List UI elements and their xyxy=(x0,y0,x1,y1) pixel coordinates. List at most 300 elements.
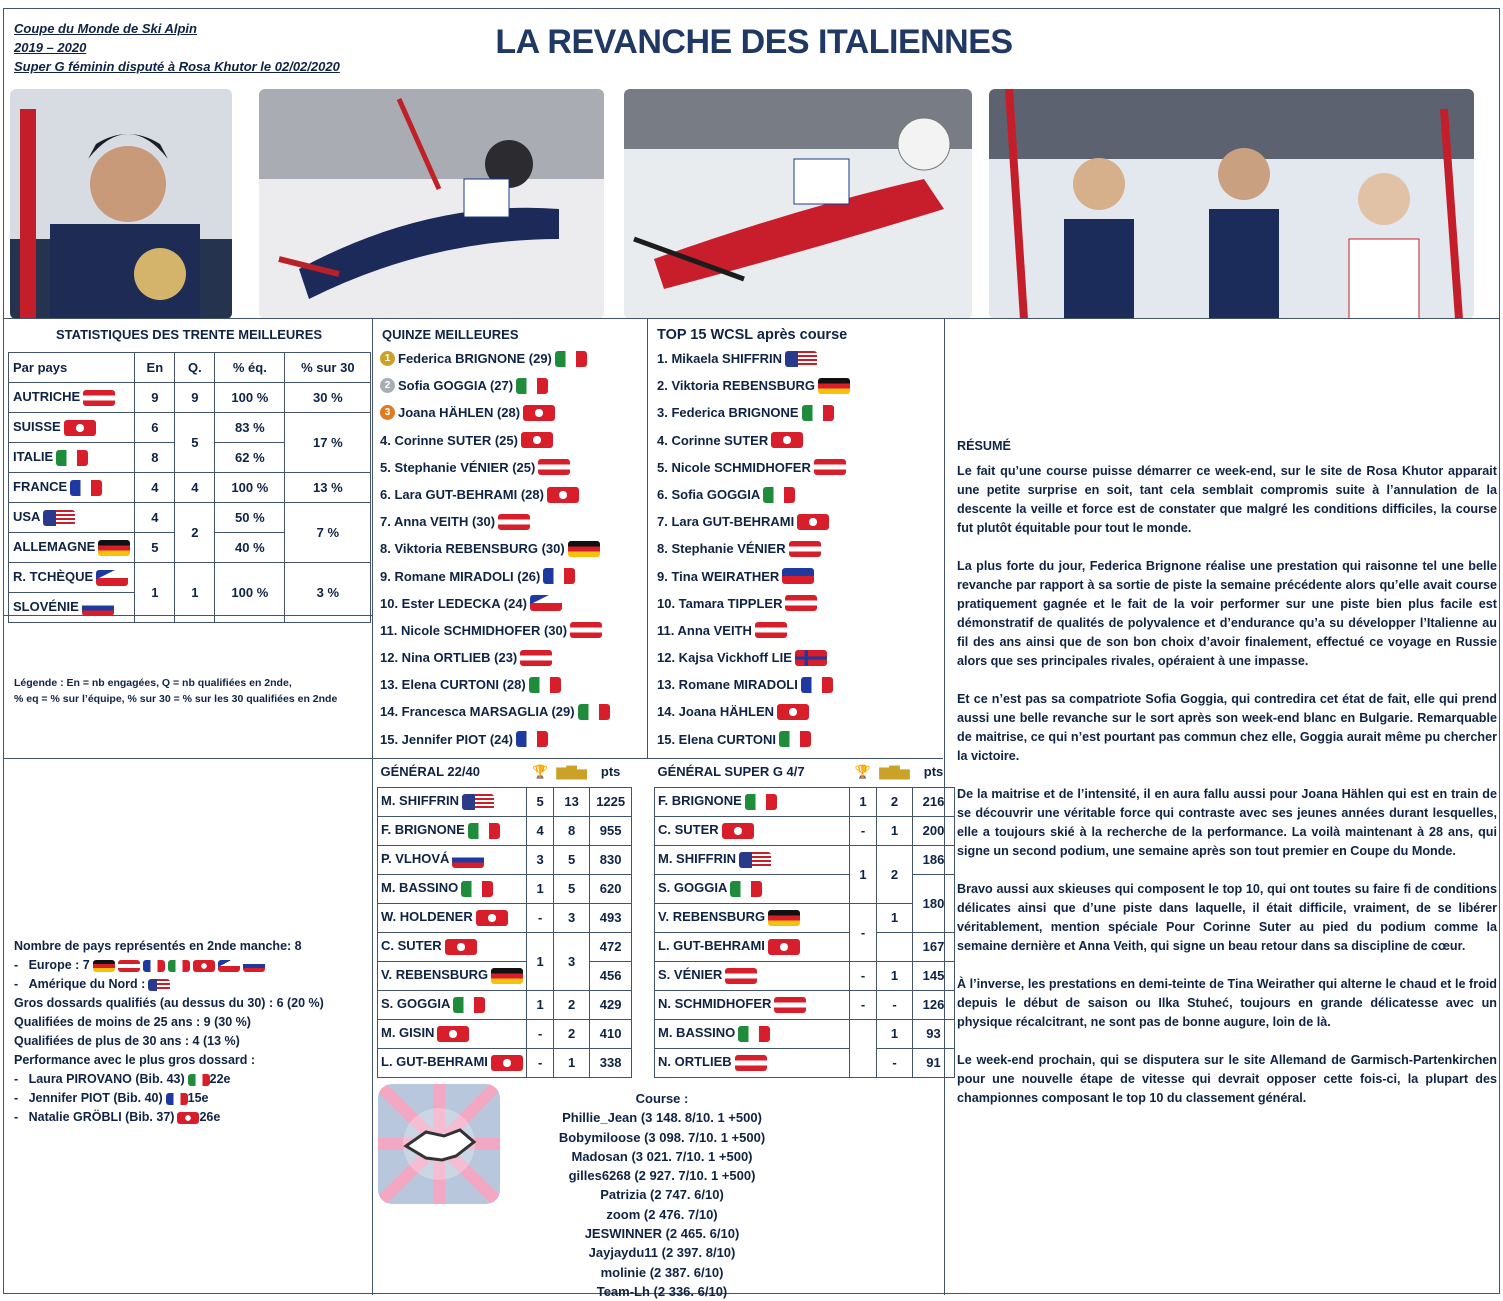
stats-table xyxy=(8,352,371,623)
rider-cell xyxy=(378,903,527,932)
list-item xyxy=(380,427,610,454)
stat-cell: - xyxy=(850,961,877,990)
stat-cell: 8 xyxy=(554,816,590,845)
silver-medal-icon: 2 xyxy=(380,378,395,393)
header-line3: Super G féminin disputé à Rosa Khutor le 02/02/2020 xyxy=(14,59,340,74)
table-row xyxy=(378,1019,632,1048)
country-label: USA xyxy=(13,509,41,525)
divider-v1 xyxy=(372,318,373,1295)
switzerland-flag-icon xyxy=(777,704,809,720)
rider-name: N. SCHMIDHOFER xyxy=(658,996,772,1012)
country-label: SUISSE xyxy=(13,419,61,435)
general-table xyxy=(377,757,632,1078)
list-item xyxy=(657,399,850,426)
stat-cell: 145 xyxy=(913,961,955,990)
table-row xyxy=(655,845,955,874)
list-item-label: 4. Corinne SUTER xyxy=(657,432,769,448)
stats-row xyxy=(9,593,135,623)
country-label: ITALIE xyxy=(13,449,54,465)
list-item xyxy=(657,726,850,753)
list-item xyxy=(380,454,610,481)
list-item xyxy=(380,563,610,590)
stat-cell: 186 xyxy=(913,845,955,874)
stat-cell: 410 xyxy=(590,1019,632,1048)
country-label: R. TCHÈQUE xyxy=(13,569,94,585)
list-item xyxy=(380,399,610,426)
austria-flag-icon xyxy=(570,622,602,638)
stat-cell: 216 xyxy=(913,787,955,816)
stats-title: STATISTIQUES DES TRENTE MEILLEURES xyxy=(56,327,323,342)
table-row xyxy=(655,816,955,845)
photo-skier-suter xyxy=(624,89,972,319)
table-row xyxy=(655,1048,955,1077)
list-item xyxy=(380,508,610,535)
stats-cell: 5 xyxy=(175,413,215,473)
stat-cell xyxy=(877,932,913,961)
stat-cell: - xyxy=(850,903,877,961)
stat-cell: - xyxy=(527,1048,554,1077)
stat-cell: 1 xyxy=(877,1019,913,1048)
stats-row xyxy=(9,473,135,503)
list-item xyxy=(380,617,610,644)
france-flag-icon xyxy=(166,1093,188,1105)
stat-cell: 91 xyxy=(913,1048,955,1077)
stat-cell: 429 xyxy=(590,990,632,1019)
stat-cell: 93 xyxy=(913,1019,955,1048)
list-item xyxy=(657,508,850,535)
list-item-label: Federica BRIGNONE (29) xyxy=(398,351,552,366)
stat-cell: 1 xyxy=(877,903,913,932)
austria-flag-icon xyxy=(498,514,530,530)
stat-cell: 1 xyxy=(527,990,554,1019)
list-item xyxy=(657,481,850,508)
stat-cell: 4 xyxy=(527,816,554,845)
list-item xyxy=(380,481,610,508)
wcsl-title: TOP 15 WCSL après course xyxy=(657,327,848,343)
list-item-label: 12. Nina ORTLIEB (23) xyxy=(380,650,518,666)
stats-cell: 4 xyxy=(135,473,175,503)
stat-cell: 13 xyxy=(554,787,590,816)
list-item-label: 13. Romane MIRADOLI xyxy=(657,677,798,693)
stats-cell: 3 % xyxy=(285,563,371,623)
legend-line2: % eq = % sur l’équipe, % sur 30 = % sur les 30 qualifiées en 2nde xyxy=(14,693,338,705)
stat-cell: 200 xyxy=(913,816,955,845)
list-item xyxy=(657,427,850,454)
italy-flag-icon xyxy=(188,1074,210,1086)
usa-flag-icon xyxy=(785,351,817,367)
stats-cell: 83 % xyxy=(215,413,285,443)
rider-cell xyxy=(378,961,527,990)
list-item-label: 1. Mikaela SHIFFRIN xyxy=(657,351,782,366)
stats-cell: 6 xyxy=(135,413,175,443)
resume-paragraph: De la maitrise et de l’intensité, il en aura fallu aussi pour Joana Hählen qui est en train de se découvrir une véritable force qui contraste avec ses jeunes années durant lesquelles, elle a toujours skié à la recherche de la performance. La voilà maintenant à 28 ans, qui signe un second podium, une semaine après son tout premier en Coupe du Monde. xyxy=(957,787,1497,858)
list-item-label: 10. Tamara TIPPLER xyxy=(657,595,783,611)
misc-perf-3: - Natalie GRÖBLI (Bib. 37) 26e xyxy=(14,1110,221,1124)
slovenia-flag-icon xyxy=(82,600,114,616)
rider-name: F. BRIGNONE xyxy=(381,822,465,838)
stat-cell: 830 xyxy=(590,845,632,874)
resume-paragraph: À l’inverse, les prestations en demi-teinte de Tina Weirather qui alterne le chaud et le froid depuis le début de saison ou Ilka Stuheć, toujours en grande délicatesse avec un physique récalcitrant, ne sont pas de bonne augure, loin de là. xyxy=(957,977,1497,1029)
france-flag-icon xyxy=(801,677,833,693)
rider-name: P. VLHOVÁ xyxy=(381,851,450,867)
list-item xyxy=(657,345,850,372)
stat-cell: 2 xyxy=(877,845,913,903)
stats-cell: 13 % xyxy=(285,473,371,503)
perf-rank: 22e xyxy=(209,1072,231,1086)
switzerland-flag-icon xyxy=(523,405,555,421)
stats-row xyxy=(9,503,135,533)
rider-cell xyxy=(378,1019,527,1048)
country-label: AUTRICHE xyxy=(13,389,81,405)
course-title: Course : xyxy=(635,1091,689,1106)
course-line: Patrizia (2 747. 6/10) xyxy=(600,1187,724,1203)
stat-cell: 1 xyxy=(527,874,554,903)
list-item-label: 4. Corinne SUTER (25) xyxy=(380,432,518,448)
misc-amerique: Amérique du Nord : xyxy=(28,977,146,991)
course-line: Phillie_Jean (3 148. 8/10. 1 +500) xyxy=(562,1110,762,1126)
stat-cell: 167 xyxy=(913,932,955,961)
rider-name: C. SUTER xyxy=(381,938,442,954)
stats-header-en: En xyxy=(135,353,175,383)
stats-cell: 40 % xyxy=(215,533,285,563)
pts-header: pts xyxy=(913,757,955,787)
switzerland-flag-icon xyxy=(771,432,803,448)
stat-cell: 955 xyxy=(590,816,632,845)
table-row xyxy=(378,961,632,990)
stats-cell: 9 xyxy=(135,383,175,413)
stat-cell: 456 xyxy=(590,961,632,990)
header-info xyxy=(14,19,340,76)
top15-list xyxy=(380,345,610,753)
stat-cell xyxy=(850,1019,877,1077)
list-item xyxy=(657,454,850,481)
list-item xyxy=(380,644,610,671)
resume-paragraph: Le fait qu’une course puisse démarrer ce week-end, sur le site de Rosa Khutor apparait une petite surprise en soit, tant cela semblait compromis suite à l’annulation de la descente la veille et force est de constater que malgré les conditions difficiles, la course fut plutôt équitable pour tout le monde. xyxy=(957,464,1497,535)
stats-cell: 9 xyxy=(175,383,215,413)
switzerland-flag-icon xyxy=(797,514,829,530)
trophy-icon: 🏆 xyxy=(850,757,877,787)
table-title: GÉNÉRAL 22/40 xyxy=(378,757,527,787)
switzerland-flag-icon xyxy=(64,420,96,436)
austria-flag-icon xyxy=(789,541,821,557)
switzerland-flag-icon xyxy=(437,1026,469,1042)
stats-cell: 5 xyxy=(135,533,175,563)
photo-winner xyxy=(10,89,232,319)
stat-cell: - xyxy=(850,990,877,1019)
header-line1: Coupe du Monde de Ski Alpin xyxy=(14,21,197,36)
stats-header-s30: % sur 30 xyxy=(285,353,371,383)
misc-moins25: Qualifiées de moins de 25 ans : 9 (30 %) xyxy=(14,1015,251,1029)
podium-icon: ▆▇▅ xyxy=(877,757,913,787)
rider-cell xyxy=(655,845,850,874)
course-line: zoom (2 476. 7/10) xyxy=(606,1206,718,1222)
list-item-label: 7. Anna VEITH (30) xyxy=(380,514,496,530)
header-line2: 2019 – 2020 xyxy=(14,40,87,55)
italy-flag-icon xyxy=(779,731,811,747)
rider-name: M. SHIFFRIN xyxy=(381,793,459,809)
rider-name: F. BRIGNONE xyxy=(658,793,742,809)
list-item xyxy=(380,671,610,698)
italy-flag-icon xyxy=(555,351,587,367)
stats-cell: 100 % xyxy=(215,473,285,503)
italy-flag-icon xyxy=(453,997,485,1013)
perf-rank: 15e xyxy=(187,1091,209,1105)
list-item xyxy=(380,590,610,617)
misc-perf: Performance avec le plus gros dossard : xyxy=(14,1053,256,1067)
france-flag-icon xyxy=(543,568,575,584)
stat-cell: 1 xyxy=(877,816,913,845)
list-item xyxy=(380,372,610,399)
stat-cell: 3 xyxy=(554,932,590,990)
rider-cell xyxy=(655,1048,850,1077)
stats-row xyxy=(9,533,135,563)
table-row xyxy=(655,787,955,816)
stat-cell: 180 xyxy=(913,874,955,932)
stat-cell: 2 xyxy=(877,787,913,816)
stat-cell: 3 xyxy=(527,845,554,874)
resume-paragraph: La plus forte du jour, Federica Brignone réalise une prestation qui raisonne tel une belle revanche par rapport à sa sortie de piste la semaine précédente alors qu’elle avait course pratiquement gagnée et le fait de la voir performer sur une piste bien plus facile est démonstratif de qualités de polyvalence et d’endurance qu’a su développer l’Italienne au fil des ans ainsi que de son bon choix d’avoir finalement, effectué ce voyage en Russie alors que ses principales rivales, opéraient à une impasse. xyxy=(957,559,1497,668)
switzerland-flag-icon xyxy=(722,823,754,839)
gold-medal-icon: 1 xyxy=(380,351,395,366)
country-label: FRANCE xyxy=(13,479,68,495)
rider-cell xyxy=(655,903,850,932)
list-item xyxy=(657,698,850,725)
superg-table xyxy=(654,757,955,1078)
list-item xyxy=(657,590,850,617)
germany-flag-icon xyxy=(93,960,115,972)
list-item-label: 14. Joana HÄHLEN xyxy=(657,704,775,720)
table-row xyxy=(378,903,632,932)
resume-paragraph: Et ce n’est pas sa compatriote Sofia Goggia, qui contredira cet état de fait, elle qui prend aussi une belle revanche sur le sort après son week-end blanc en Bulgarie. Remarquable de maitrise, ce qui n’est pourtant pas commun chez elle, Goggia aurait même pu chercher la victoire. xyxy=(957,692,1497,763)
table-row xyxy=(655,961,955,990)
list-item-label: 11. Anna VEITH xyxy=(657,622,752,638)
country-label: ALLEMAGNE xyxy=(13,539,96,555)
list-item-label: Sofia GOGGIA (27) xyxy=(398,378,514,394)
switzerland-flag-icon xyxy=(193,960,215,972)
stat-cell: 1 xyxy=(850,787,877,816)
rider-cell xyxy=(378,932,527,961)
stat-cell: 126 xyxy=(913,990,955,1019)
stats-row xyxy=(9,413,135,443)
rider-name: M. BASSINO xyxy=(381,880,459,896)
stat-cell: - xyxy=(877,990,913,1019)
rider-cell xyxy=(655,990,850,1019)
germany-flag-icon xyxy=(568,541,600,557)
italy-flag-icon xyxy=(461,881,493,897)
rider-cell xyxy=(655,874,850,903)
stats-row xyxy=(9,563,135,593)
wcsl-list xyxy=(657,345,850,753)
rider-name: C. SUTER xyxy=(658,822,719,838)
table-row xyxy=(378,932,632,961)
austria-flag-icon xyxy=(755,622,787,638)
table-row xyxy=(655,1019,955,1048)
stat-cell: 1 xyxy=(554,1048,590,1077)
italy-flag-icon xyxy=(578,704,610,720)
list-item xyxy=(380,345,610,372)
stat-cell: 1 xyxy=(877,961,913,990)
stats-header-eq: % éq. xyxy=(215,353,285,383)
usa-flag-icon xyxy=(148,979,170,991)
misc-europe: Europe : 7 xyxy=(28,958,90,972)
italy-flag-icon xyxy=(468,823,500,839)
list-item-label: 9. Tina WEIRATHER xyxy=(657,568,780,584)
stat-cell: 1 xyxy=(850,845,877,903)
switzerland-flag-icon xyxy=(547,487,579,503)
table-row xyxy=(378,1048,632,1077)
perf-rank: 26e xyxy=(199,1110,221,1124)
rider-name: L. GUT-BEHRAMI xyxy=(658,938,765,954)
italy-flag-icon xyxy=(730,881,762,897)
stat-cell: 5 xyxy=(527,787,554,816)
stats-cell: 100 % xyxy=(215,383,285,413)
stats-header-country: Par pays xyxy=(9,353,135,383)
top15-title: QUINZE MEILLEURES xyxy=(382,327,519,342)
stat-cell: 493 xyxy=(590,903,632,932)
list-item xyxy=(657,372,850,399)
rider-cell xyxy=(378,845,527,874)
misc-amerique-row: - Amérique du Nord : xyxy=(14,975,324,994)
course-line: gilles6268 (2 927. 7/10. 1 +500) xyxy=(568,1168,756,1184)
austria-flag-icon xyxy=(725,968,757,984)
stat-cell: - xyxy=(527,1019,554,1048)
stats-row xyxy=(9,383,135,413)
italy-flag-icon xyxy=(738,1026,770,1042)
rider-name: L. GUT-BEHRAMI xyxy=(381,1054,488,1070)
list-item xyxy=(380,535,610,562)
slovakia-flag-icon xyxy=(452,852,484,868)
misc-perf-2: - Jennifer PIOT (Bib. 40) 15e xyxy=(14,1091,209,1105)
course-line: Team-Lh (2 336. 6/10) xyxy=(596,1283,728,1299)
france-flag-icon xyxy=(70,480,102,496)
italy-flag-icon xyxy=(763,487,795,503)
trophy-icon: 🏆 xyxy=(527,757,554,787)
stat-cell: - xyxy=(850,816,877,845)
list-item-label: 7. Lara GUT-BEHRAMI xyxy=(657,514,795,530)
stats-cell: 30 % xyxy=(285,383,371,413)
stats-cell: 4 xyxy=(135,503,175,533)
table-row xyxy=(378,816,632,845)
stats-cell: 100 % xyxy=(215,563,285,623)
table-row xyxy=(655,903,955,932)
stats-cell: 17 % xyxy=(285,413,371,473)
switzerland-flag-icon xyxy=(491,1055,523,1071)
stats-row xyxy=(9,443,135,473)
austria-flag-icon xyxy=(774,997,806,1013)
rider-cell xyxy=(378,1048,527,1077)
stat-cell: 3 xyxy=(554,903,590,932)
germany-flag-icon xyxy=(98,540,130,556)
stat-cell: 2 xyxy=(554,990,590,1019)
stats-cell: 1 xyxy=(175,563,215,623)
italy-flag-icon xyxy=(168,960,190,972)
table-row xyxy=(378,874,632,903)
list-item-label: 6. Lara GUT-BEHRAMI (28) xyxy=(380,486,544,502)
rider-name: W. HOLDENER xyxy=(381,909,473,925)
course-line: JESWINNER (2 465. 6/10) xyxy=(584,1226,740,1242)
switzerland-flag-icon xyxy=(445,939,477,955)
course-list xyxy=(504,1089,820,1301)
austria-flag-icon xyxy=(735,1055,767,1071)
photo-skier-goggia xyxy=(259,89,604,319)
list-item xyxy=(657,644,850,671)
list-item-label: 11. Nicole SCHMIDHOFER (30) xyxy=(380,622,568,638)
rider-cell xyxy=(655,961,850,990)
france-flag-icon xyxy=(516,731,548,747)
table-row xyxy=(378,845,632,874)
course-line: Bobymiloose (3 098. 7/10. 1 +500) xyxy=(558,1129,766,1145)
stats-legend xyxy=(14,675,337,707)
germany-flag-icon xyxy=(491,968,523,984)
resume-paragraph: Bravo aussi aux skieuses qui composent le top 10, qui ont toutes su faire fi de conditions délicates ainsi que d’une piste dans laquelle, il était difficile, vraiment, de se libérer véritablement, mention spéciale Pour Corinne Suter au pied du podium comme la semaine dernière et Anna Veith, qui signe un beau retour dans sa discipline de cœur. xyxy=(957,882,1497,953)
list-item xyxy=(380,726,610,753)
france-flag-icon xyxy=(143,960,165,972)
germany-flag-icon xyxy=(818,378,850,394)
switzerland-flag-icon xyxy=(768,939,800,955)
austria-flag-icon xyxy=(118,960,140,972)
stat-cell: 338 xyxy=(590,1048,632,1077)
table-row xyxy=(378,787,632,816)
rider-cell xyxy=(378,816,527,845)
stats-cell: 8 xyxy=(135,443,175,473)
italy-flag-icon xyxy=(802,405,834,421)
usa-flag-icon xyxy=(739,852,771,868)
stat-cell: - xyxy=(877,1048,913,1077)
bronze-medal-icon: 3 xyxy=(380,405,395,420)
list-item-label: Joana HÄHLEN (28) xyxy=(398,405,521,421)
usa-flag-icon xyxy=(462,794,494,810)
italy-flag-icon xyxy=(529,677,561,693)
list-item-label: 10. Ester LEDECKA (24) xyxy=(380,595,527,611)
stats-cell: 50 % xyxy=(215,503,285,533)
list-item-label: 15. Elena CURTONI xyxy=(657,731,776,747)
list-item-label: 2. Viktoria REBENSBURG xyxy=(657,378,815,394)
stats-cell: 62 % xyxy=(215,443,285,473)
page-frame xyxy=(3,8,1500,1299)
resume-paragraph: Le week-end prochain, qui se disputera sur le site Allemand de Garmisch-Partenkirchen pour une nouvelle étape de vitesse qui devrait opposer cette fois-ci, la plupart des championnes composant le top 10 du classement général. xyxy=(957,1053,1497,1105)
course-line: Madosan (3 021. 7/10. 1 +500) xyxy=(571,1148,753,1164)
stat-cell: 1 xyxy=(527,932,554,990)
list-item-label: 8. Viktoria REBENSBURG (30) xyxy=(380,541,565,557)
rider-name: M. GISIN xyxy=(381,1025,435,1041)
slovenia-flag-icon xyxy=(243,960,265,972)
stat-cell: 2 xyxy=(554,1019,590,1048)
czech-flag-icon xyxy=(218,960,240,972)
stat-cell: 620 xyxy=(590,874,632,903)
list-item-label: 15. Jennifer PIOT (24) xyxy=(380,731,513,747)
photo-podium xyxy=(989,89,1474,319)
list-item-label: 5. Nicole SCHMIDHOFER xyxy=(657,459,811,475)
austria-flag-icon xyxy=(538,459,570,475)
table-row xyxy=(655,932,955,961)
stats-header-q: Q. xyxy=(175,353,215,383)
perf-name: Laura PIROVANO (Bib. 43) xyxy=(28,1072,185,1086)
page-title: LA REVANCHE DES ITALIENNES xyxy=(495,23,1013,61)
austria-flag-icon xyxy=(814,459,846,475)
rider-name: M. BASSINO xyxy=(658,1025,736,1041)
rider-cell xyxy=(378,787,527,816)
list-item-label: 8. Stephanie VÉNIER xyxy=(657,541,786,557)
perf-name: Jennifer PIOT (Bib. 40) xyxy=(28,1091,163,1105)
stats-cell: 7 % xyxy=(285,503,371,563)
misc-gros: Gros dossards qualifiés (au dessus du 30) : 6 (20 %) xyxy=(14,996,324,1010)
divider-v2 xyxy=(647,318,648,758)
misc-countries: Nombre de pays représentés en 2nde manche: 8 xyxy=(14,939,302,953)
rider-name: M. SHIFFRIN xyxy=(658,851,736,867)
misc-plus30: Qualifiées de plus de 30 ans : 4 (13 %) xyxy=(14,1034,240,1048)
rider-name: S. GOGGIA xyxy=(381,996,451,1012)
rider-name: V. REBENSBURG xyxy=(381,967,489,983)
